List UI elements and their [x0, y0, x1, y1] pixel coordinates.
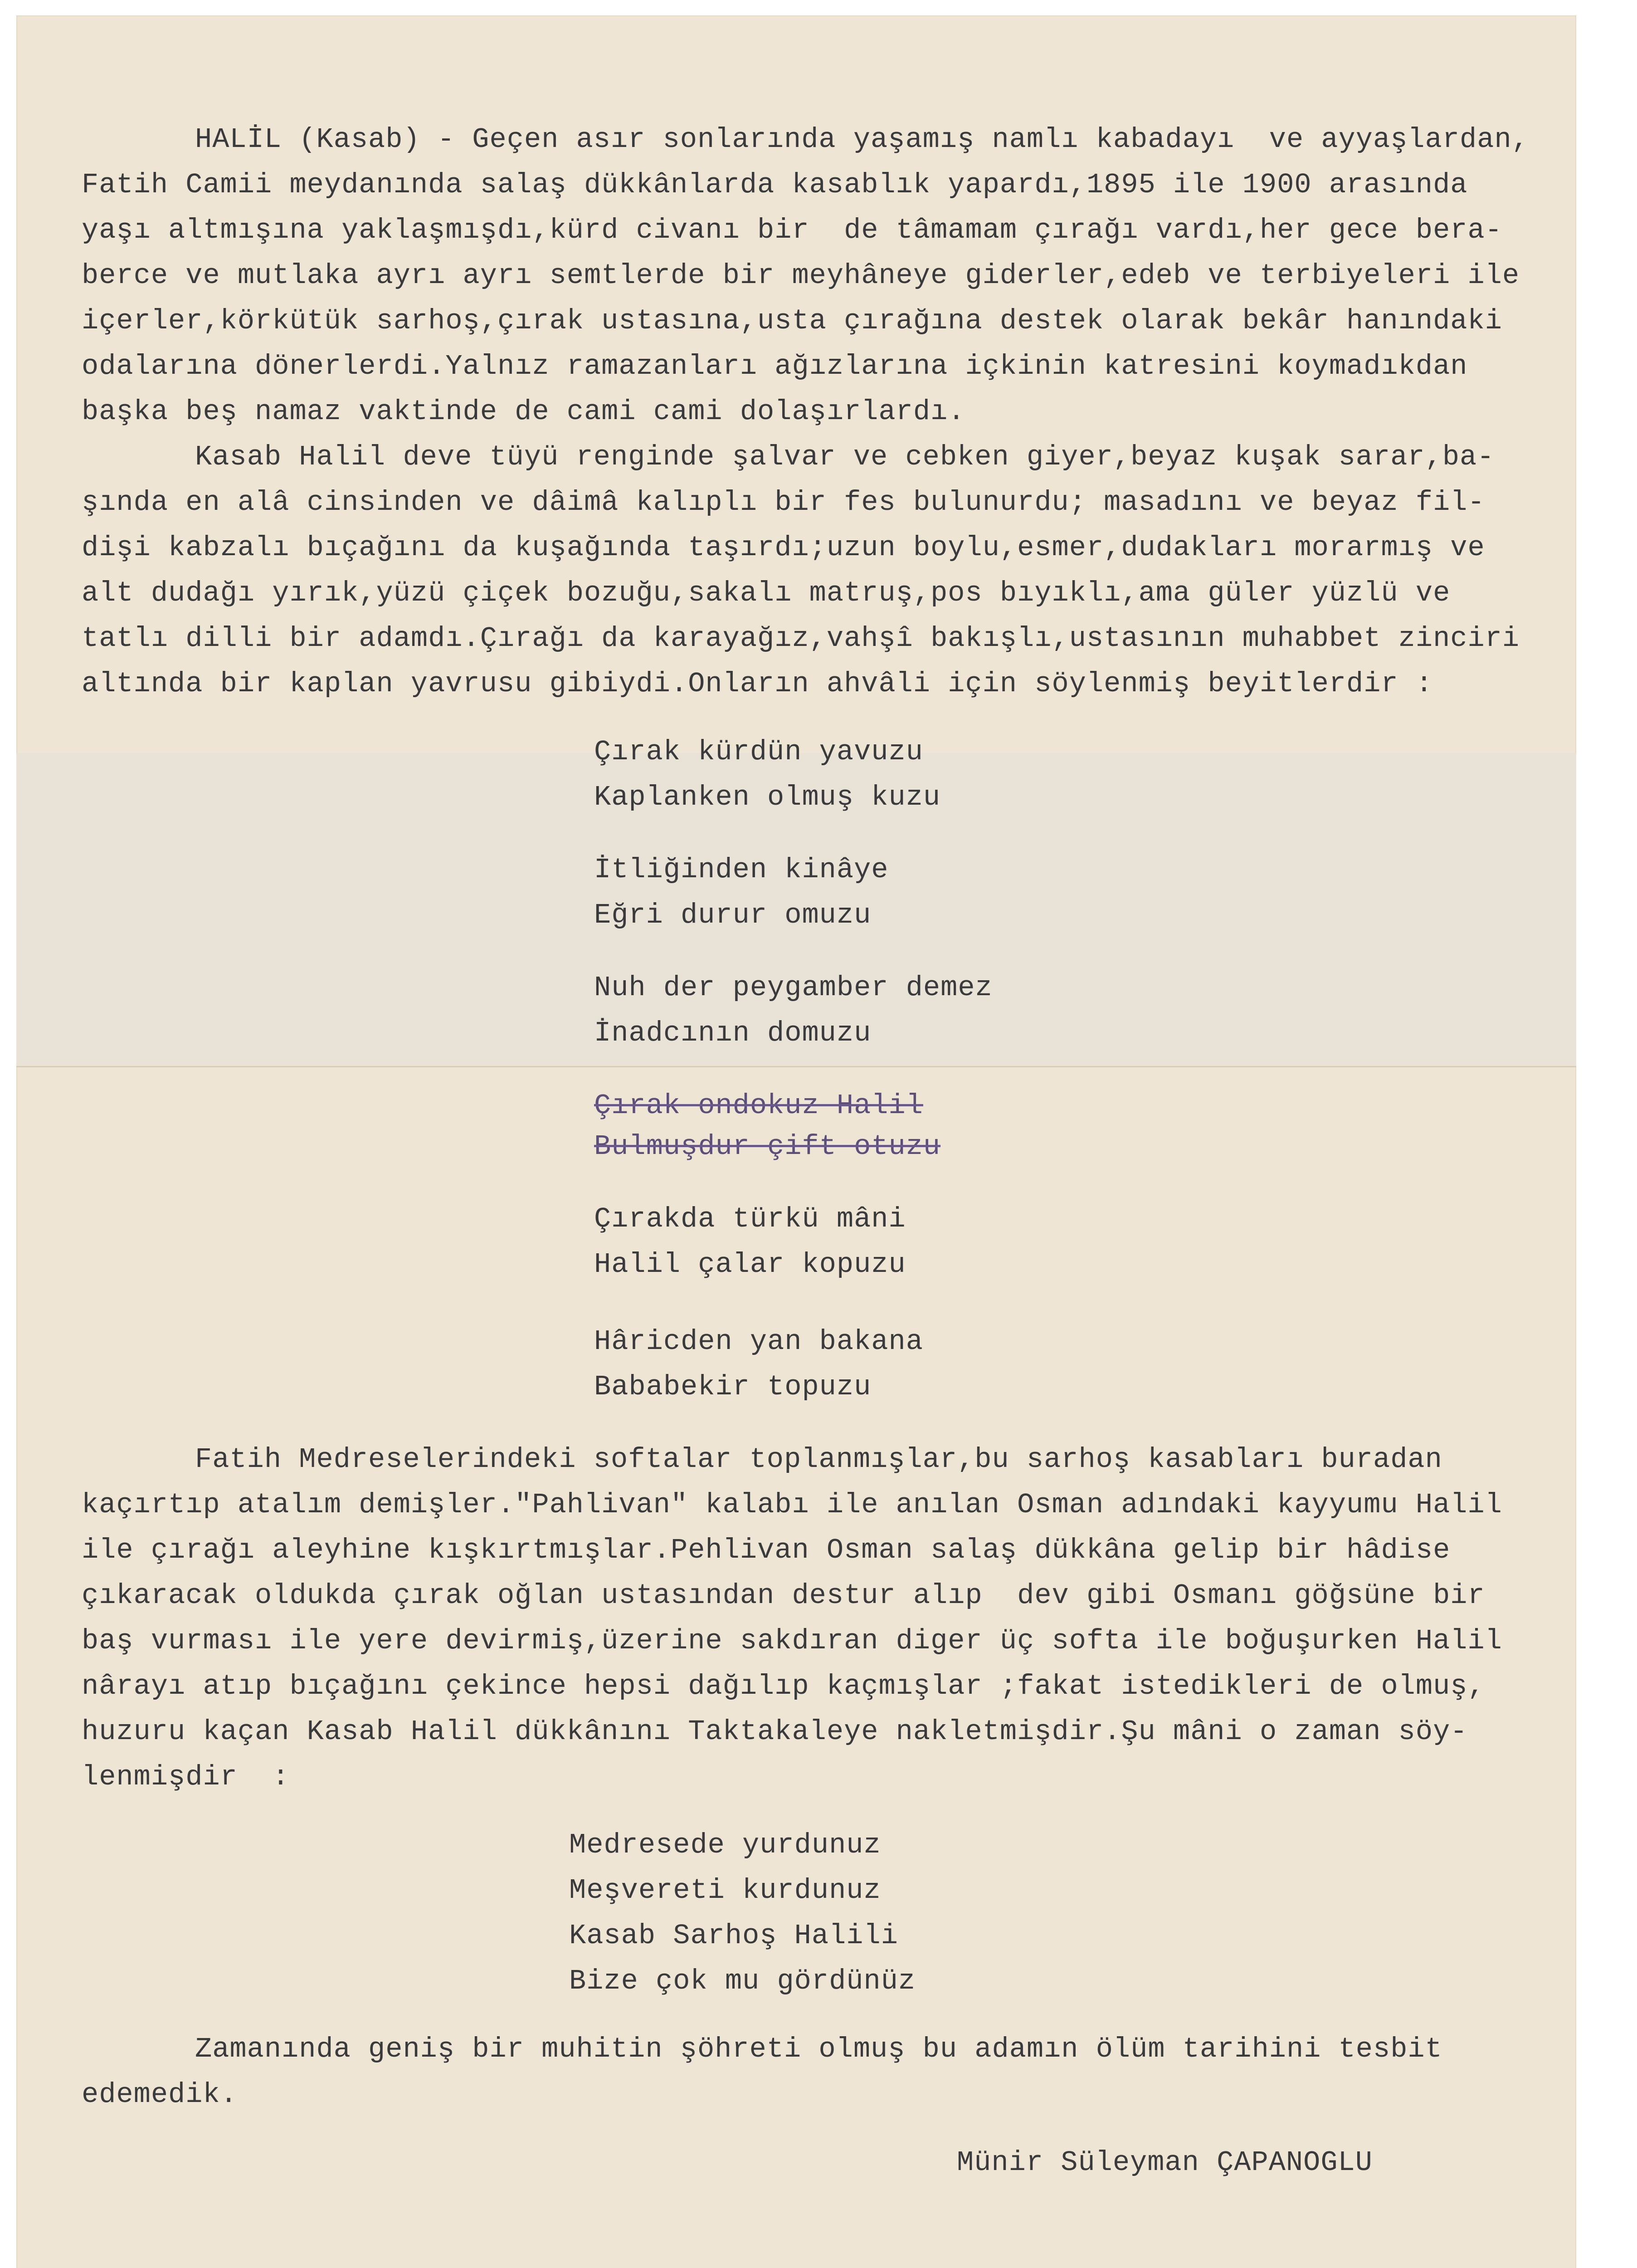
verse-2-line-1: İtliğinden kinâye [594, 854, 889, 886]
verse-3-line-2: İnadcının domuzu [594, 1017, 872, 1049]
p1-line-1: HALİL (Kasab) - Geçen asır sonlarında yaşamış namlı kabadayı ve ayyaşlardan, [195, 123, 1529, 156]
p3-line-8: lenmişdir : [82, 1761, 290, 1793]
verse-6-line-4: Bize çok mu gördünüz [569, 1965, 916, 1997]
p3-line-1: Fatih Medreselerindeki softalar toplanmışlar,bu sarhoş kasabları buradan [195, 1443, 1442, 1476]
p4-line-1: Zamanında geniş bir muhitin şöhreti olmuş bu adamın ölüm tarihini tesbit [195, 2033, 1442, 2065]
verse-6-line-3: Kasab Sarhoş Halili [569, 1920, 898, 1952]
p2-line-3: dişi kabzalı bıçağını da kuşağında taşırdı;uzun boylu,esmer,dudakları morarmış ve [82, 532, 1485, 564]
struck-verse-line-1: Çırak ondokuz Halil [594, 1090, 923, 1122]
p2-line-6: altında bir kaplan yavrusu gibiydi.Onların ahvâli için söylenmiş beyitlerdir : [82, 668, 1433, 700]
p3-line-2: kaçırtıp atalım demişler."Pahlivan" kalabı ile anılan Osman adındaki kayyumu Halil [82, 1489, 1502, 1521]
p3-line-5: baş vurması ile yere devirmiş,üzerine sakdıran diger üç softa ile boğuşurken Halil [82, 1625, 1502, 1657]
p1-line-3: yaşı altmışına yaklaşmışdı,kürd civanı bir de tâmamam çırağı vardı,her gece bera- [82, 214, 1502, 246]
p4-line-2: edemedik. [82, 2078, 238, 2111]
p3-line-3: ile çırağı aleyhine kışkırtmışlar.Pehlivan Osman salaş dükkâna gelip bir hâdise [82, 1534, 1451, 1566]
verse-4-line-2: Halil çalar kopuzu [594, 1248, 906, 1281]
p2-line-5: tatlı dilli bir adamdı.Çırağı da karayağız,vahşî bakışlı,ustasının muhabbet zinciri [82, 622, 1520, 655]
verse-2-line-2: Eğri durur omuzu [594, 899, 872, 931]
p3-line-7: huzuru kaçan Kasab Halil dükkânını Taktakaleye nakletmişdir.Şu mâni o zaman söy- [82, 1716, 1468, 1748]
p1-line-5: içerler,körkütük sarhoş,çırak ustasına,usta çırağına destek olarak bekâr hanındaki [82, 305, 1502, 337]
author-signature: Münir Süleyman ÇAPANOGLU [957, 2146, 1373, 2179]
p2-line-2: şında en alâ cinsinden ve dâimâ kalıplı bir fes bulunurdu; masadını ve beyaz fil- [82, 486, 1485, 518]
p2-line-1: Kasab Halil deve tüyü renginde şalvar ve cebken giyer,beyaz kuşak sarar,ba- [195, 441, 1495, 473]
verse-1-line-2: Kaplanken olmuş kuzu [594, 781, 941, 813]
p1-line-4: berce ve mutlaka ayrı ayrı semtlerde bir meyhâneye giderler,edeb ve terbiyeleri ile [82, 259, 1520, 292]
p1-line-6: odalarına dönerlerdi.Yalnız ramazanları ağızlarına içkinin katresini koymadıkdan [82, 350, 1468, 382]
verse-5-line-1: Hâricden yan bakana [594, 1325, 923, 1358]
verse-1-line-1: Çırak kürdün yavuzu [594, 736, 923, 768]
p1-line-2: Fatih Camii meydanında salaş dükkânlarda kasablık yapardı,1895 ile 1900 arasında [82, 169, 1468, 201]
paper-fold-line [16, 1066, 1576, 1067]
verse-5-line-2: Bababekir topuzu [594, 1371, 872, 1403]
p3-line-6: nârayı atıp bıçağını çekince hepsi dağılıp kaçmışlar ;fakat istedikleri de olmuş, [82, 1670, 1485, 1702]
verse-6-line-2: Meşvereti kurdunuz [569, 1874, 881, 1906]
verse-3-line-1: Nuh der peygamber demez [594, 972, 993, 1004]
p1-line-7: başka beş namaz vaktinde de cami cami dolaşırlardı. [82, 396, 965, 428]
p3-line-4: çıkaracak oldukda çırak oğlan ustasından destur alıp dev gibi Osmanı göğsüne bir [82, 1579, 1485, 1612]
verse-4-line-1: Çırakda türkü mâni [594, 1203, 906, 1235]
verse-6-line-1: Medresede yurdunuz [569, 1829, 881, 1861]
struck-verse-line-2: Bulmuşdur çift otuzu [594, 1130, 941, 1163]
p2-line-4: alt dudağı yırık,yüzü çiçek bozuğu,sakalı matruş,pos bıyıklı,ama güler yüzlü ve [82, 577, 1451, 609]
